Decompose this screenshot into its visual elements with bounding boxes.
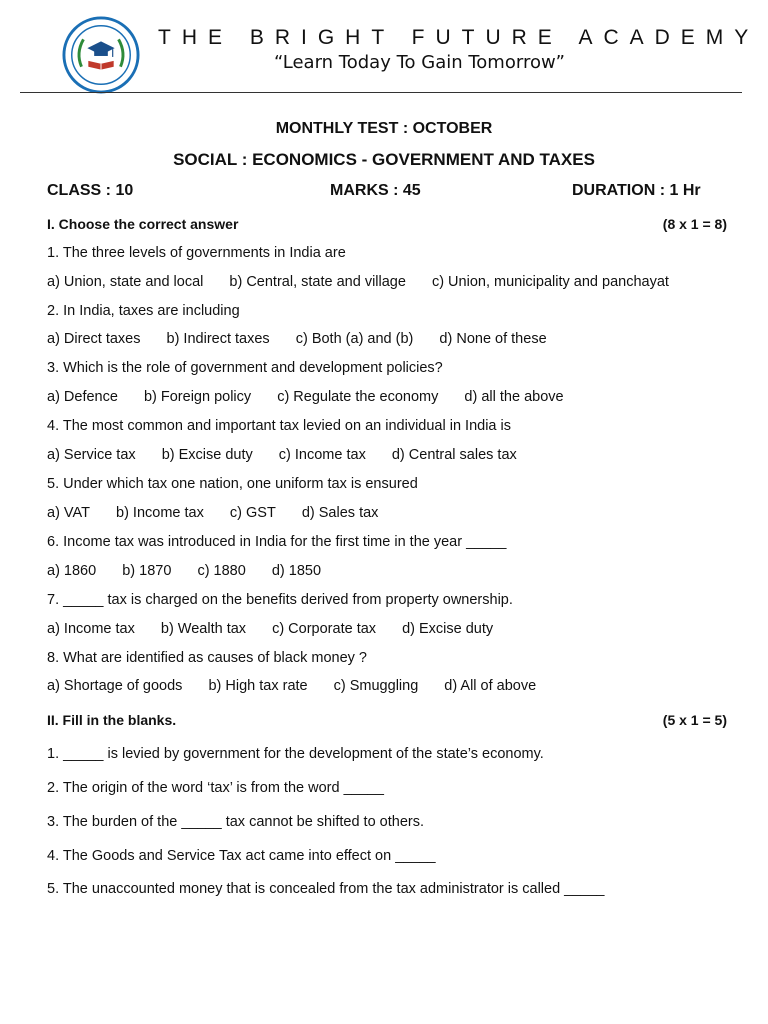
header-divider	[20, 92, 742, 93]
blank-question-5: 5. The unaccounted money that is concealed from the tax administrator is called _____	[47, 881, 605, 897]
option: a) Union, state and local	[47, 274, 204, 290]
section-1-heading	[47, 216, 727, 232]
section-2-marks: (5 x 1 = 5)	[662, 712, 727, 728]
option: c) Income tax	[278, 447, 366, 463]
option: c) Regulate the economy	[277, 389, 439, 405]
academy-name: THE BRIGHT FUTURE ACADEMY	[158, 26, 760, 49]
subject-title: SOCIAL : ECONOMICS - GOVERNMENT AND TAXES	[173, 150, 595, 169]
option: d) None of these	[439, 331, 547, 347]
question-8: 8. What are identified as causes of black money ?	[47, 650, 367, 666]
marks-label: MARKS : 45	[330, 182, 421, 199]
option: b) Excise duty	[161, 447, 253, 463]
option: a) Income tax	[47, 621, 135, 637]
option: b) Income tax	[116, 505, 204, 521]
academy-logo	[62, 16, 140, 94]
blank-question-4: 4. The Goods and Service Tax act came into effect on _____	[47, 848, 436, 864]
blank-question-3: 3. The burden of the _____ tax cannot be shifted to others.	[47, 814, 424, 830]
option: b) Foreign policy	[143, 389, 252, 405]
options-5	[47, 505, 400, 521]
option: a) VAT	[47, 505, 90, 521]
option: c) Smuggling	[333, 678, 419, 694]
option: c) 1880	[197, 563, 246, 579]
options-6	[47, 563, 343, 579]
question-5: 5. Under which tax one nation, one uniform tax is ensured	[47, 476, 418, 492]
option: d) 1850	[271, 563, 322, 579]
blank-question-2: 2. The origin of the word ‘tax’ is from the word _____	[47, 780, 384, 796]
blank-question-1: 1. _____ is levied by government for the development of the state’s economy.	[47, 746, 544, 762]
option: c) Union, municipality and panchayat	[431, 274, 669, 290]
question-7: 7. _____ tax is charged on the benefits derived from property ownership.	[47, 592, 513, 608]
option: a) Service tax	[47, 447, 136, 463]
question-6: 6. Income tax was introduced in India for the first time in the year _____	[47, 534, 507, 550]
option: b) High tax rate	[208, 678, 308, 694]
option: d) Sales tax	[301, 505, 379, 521]
class-label: CLASS : 10	[47, 182, 134, 199]
option: d) Excise duty	[402, 621, 494, 637]
duration-label: DURATION : 1 Hr	[572, 182, 701, 199]
question-1: 1. The three levels of governments in India are	[47, 245, 346, 261]
question-2: 2. In India, taxes are including	[47, 303, 240, 319]
option: a) Shortage of goods	[47, 678, 183, 694]
test-title: MONTHLY TEST : OCTOBER	[275, 120, 493, 137]
option: c) Corporate tax	[272, 621, 377, 637]
option: a) Direct taxes	[47, 331, 141, 347]
option: b) Central, state and village	[229, 274, 406, 290]
option: d) all the above	[464, 389, 564, 405]
option: a) Defence	[47, 389, 118, 405]
option: a) 1860	[47, 563, 97, 579]
section-1-title: I. Choose the correct answer	[47, 216, 239, 232]
section-2-heading	[47, 712, 727, 728]
options-4	[47, 447, 539, 463]
options-3	[47, 389, 586, 405]
option: d) Central sales tax	[391, 447, 517, 463]
options-2	[47, 331, 569, 347]
options-7	[47, 621, 515, 637]
option: c) GST	[229, 505, 276, 521]
option: b) Wealth tax	[160, 621, 247, 637]
options-8	[47, 678, 558, 694]
question-3: 3. Which is the role of government and development policies?	[47, 360, 443, 376]
option: c) Both (a) and (b)	[295, 331, 414, 347]
option: b) Indirect taxes	[166, 331, 270, 347]
academy-motto: “Learn Today To Gain Tomorrow”	[274, 52, 566, 73]
section-1-marks: (8 x 1 = 8)	[662, 216, 727, 232]
option: b) 1870	[122, 563, 172, 579]
question-4: 4. The most common and important tax levied on an individual in India is	[47, 418, 511, 434]
options-1	[47, 274, 691, 290]
option: d) All of above	[444, 678, 537, 694]
section-2-title: II. Fill in the blanks.	[47, 712, 177, 728]
